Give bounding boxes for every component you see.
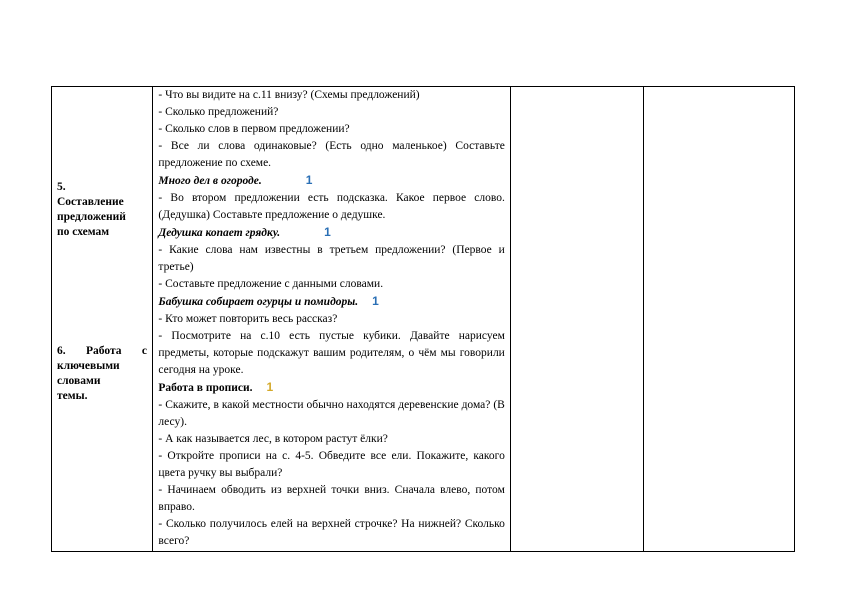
text-line: - Сколько слов в первом предложении? [158,123,350,135]
text-line: - Все ли слова одинаковые? (Есть одно маленькое) Составьте предложение по схеме. [158,140,505,169]
empty-cell [644,87,795,552]
text-line: - А как называется лес, в котором растут ёлки? [158,433,388,445]
empty-cell [510,87,644,552]
table-row [52,87,795,552]
text-line: - Сколько получилось елей на верхней строчке? На нижней? Сколько всего? [158,518,505,547]
text-line: - Какие слова нам известны в третьем предложении? (Первое и третье) [158,244,505,273]
number-marker: 1 [372,294,379,308]
number-marker: 1 [305,173,313,187]
lesson-plan-table [51,86,795,552]
text-line: - Сколько предложений? [158,106,279,118]
text-line: - Составьте предложение с данными словами. [158,278,384,290]
text-line: - Скажите, в какой местности обычно находятся деревенские дома? (В лесу). [158,399,505,428]
number-marker: 1 [324,225,331,239]
text-line: - Кто может повторить весь рассказ? [158,313,338,325]
stage-5-label: 5. Составление предложений по схемам [57,181,126,238]
example-sentence-line: Много дел в огороде. 1 [158,173,313,187]
stage-column [52,87,153,552]
stage-6-label: 6. Работа с ключевыми словами темы. [57,345,147,402]
text-line: - Начинаем обводить из верхней точки вниз. Сначала влево, потом вправо. [158,484,505,513]
text-line: - Что вы видите на с.11 внизу? (Схемы предложений) [158,89,420,101]
number-marker: 1 [266,380,274,394]
content-column [153,87,510,552]
text-line: - Посмотрите на с.10 есть пустые кубики. Давайте нарисуем предметы, которые подскажут вашим родителям, о чём мы говорили сегодня на уроке. [158,330,505,376]
text-line: - Откройте прописи на с. 4-5. Обведите все ели. Покажите, какого цвета ручку вы выбрали? [158,450,505,479]
example-sentence-line: Бабушка собирает огурцы и помидоры. 1 [158,294,379,308]
text-line: - Во втором предложении есть подсказка. Какое первое слово. (Дедушка) Составьте предложение о дедушке. [158,192,505,221]
example-sentence-line: Дедушка копает грядку. 1 [158,225,331,239]
copybook-work-line: Работа в прописи. 1 [158,380,274,394]
